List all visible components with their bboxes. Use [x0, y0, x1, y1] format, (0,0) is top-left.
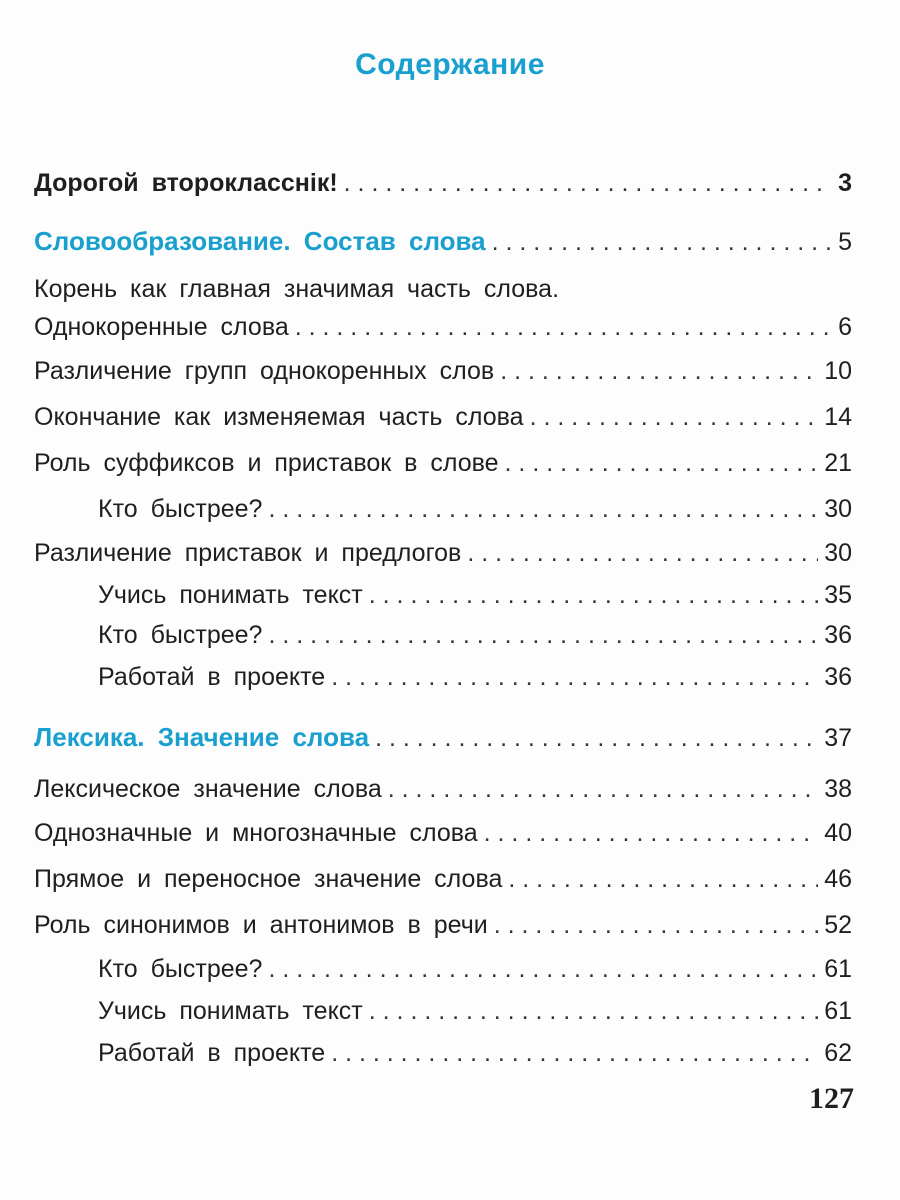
- dot-leader: [369, 996, 818, 1026]
- toc-subentry[interactable]: [34, 996, 852, 1026]
- toc-entry-page: 5: [838, 228, 852, 256]
- toc-entry-text: Кто быстрее?: [98, 955, 263, 983]
- toc-entry-text: Корень как главная значимая часть слова.: [34, 275, 560, 303]
- toc-entry-text: Однозначные и многозначные слова: [34, 819, 478, 847]
- toc-entry-page: 61: [824, 955, 852, 983]
- toc-entry-page: 52: [824, 911, 852, 939]
- toc-entry-page: 35: [824, 581, 852, 609]
- toc-entry-page: 30: [824, 495, 852, 523]
- dot-leader: [268, 954, 818, 984]
- toc-subentry[interactable]: [34, 580, 852, 610]
- toc-entry-text: Окончание как изменяемая часть слова: [34, 403, 524, 431]
- toc-entry-text: Кто быстрее?: [98, 495, 263, 523]
- toc-subentry[interactable]: [34, 620, 852, 650]
- toc-entry-text: Различение приставок и предлогов: [34, 539, 462, 567]
- dot-leader: [295, 312, 832, 342]
- toc-entry-intro[interactable]: [34, 168, 852, 198]
- toc-section-title: Словообразование. Состав слова: [34, 226, 486, 256]
- dot-leader: [331, 662, 818, 692]
- dot-leader: [344, 168, 832, 198]
- toc-entry[interactable]: [34, 864, 852, 894]
- toc-entry[interactable]: [34, 818, 852, 848]
- toc-entry[interactable]: [34, 274, 852, 304]
- toc-entry-text: Роль суффиксов и приставок в слове: [34, 449, 499, 477]
- toc-entry-page: 21: [824, 449, 852, 477]
- toc-entry[interactable]: [34, 538, 852, 568]
- toc-entry-text: Учись понимать текст: [98, 581, 363, 609]
- toc-entry[interactable]: [34, 402, 852, 432]
- toc-entry-page: 30: [824, 539, 852, 567]
- toc-entry-page: 40: [824, 819, 852, 847]
- dot-leader: [505, 448, 819, 478]
- toc-subentry[interactable]: [34, 494, 852, 524]
- toc-entry-page: 10: [824, 357, 852, 385]
- toc-entry-text: Роль синонимов и антонимов в речи: [34, 911, 488, 939]
- dot-leader: [484, 818, 819, 848]
- dot-leader: [500, 356, 818, 386]
- dot-leader: [268, 494, 818, 524]
- page-number: 127: [809, 1082, 854, 1115]
- toc-entry-page: 61: [824, 997, 852, 1025]
- dot-leader: [494, 910, 818, 940]
- toc-entry[interactable]: [34, 356, 852, 386]
- toc-entry-text: Дорогой второкласснік!: [34, 169, 338, 197]
- toc-entry-page: 6: [838, 313, 852, 341]
- toc-entry-page: 46: [824, 865, 852, 893]
- toc-section-lexicon[interactable]: [34, 722, 852, 753]
- dot-leader: [388, 774, 818, 804]
- toc-entry-page: 38: [824, 775, 852, 803]
- toc-entry-text: Различение групп однокоренных слов: [34, 357, 495, 385]
- dot-leader: [369, 580, 818, 610]
- toc-entry-page: 36: [824, 663, 852, 691]
- toc-entry[interactable]: [34, 774, 852, 804]
- toc-entry-page: 36: [824, 621, 852, 649]
- toc-section-title: Лексика. Значение слова: [34, 722, 370, 752]
- toc-entry-text: Прямое и переносное значение слова: [34, 865, 503, 893]
- toc-entry-text: Кто быстрее?: [98, 621, 263, 649]
- toc-entry-page: 14: [824, 403, 852, 431]
- dot-leader: [530, 402, 819, 432]
- toc-entry-page: 3: [838, 169, 852, 197]
- page-title: Содержание: [355, 48, 545, 81]
- toc-entry[interactable]: [34, 448, 852, 478]
- dot-leader: [331, 1038, 818, 1068]
- toc-entry[interactable]: [34, 312, 852, 342]
- toc-subentry[interactable]: [34, 662, 852, 692]
- toc-subentry[interactable]: [34, 954, 852, 984]
- toc-entry-text: Однокоренные слова: [34, 313, 289, 341]
- toc-section-word-formation[interactable]: [34, 226, 852, 257]
- dot-leader: [268, 620, 818, 650]
- dot-leader: [492, 227, 832, 257]
- toc-entry-text: Работай в проекте: [98, 663, 326, 691]
- toc-entry-page: 37: [824, 724, 852, 752]
- dot-leader: [375, 723, 818, 753]
- dot-leader: [467, 538, 818, 568]
- toc-entry-text: Лексическое значение слова: [34, 775, 382, 803]
- toc-subentry[interactable]: [34, 1038, 852, 1068]
- dot-leader: [508, 864, 818, 894]
- toc-entry[interactable]: [34, 910, 852, 940]
- toc-entry-text: Учись понимать текст: [98, 997, 363, 1025]
- toc-entry-text: Работай в проекте: [98, 1039, 326, 1067]
- toc-entry-page: 62: [824, 1039, 852, 1067]
